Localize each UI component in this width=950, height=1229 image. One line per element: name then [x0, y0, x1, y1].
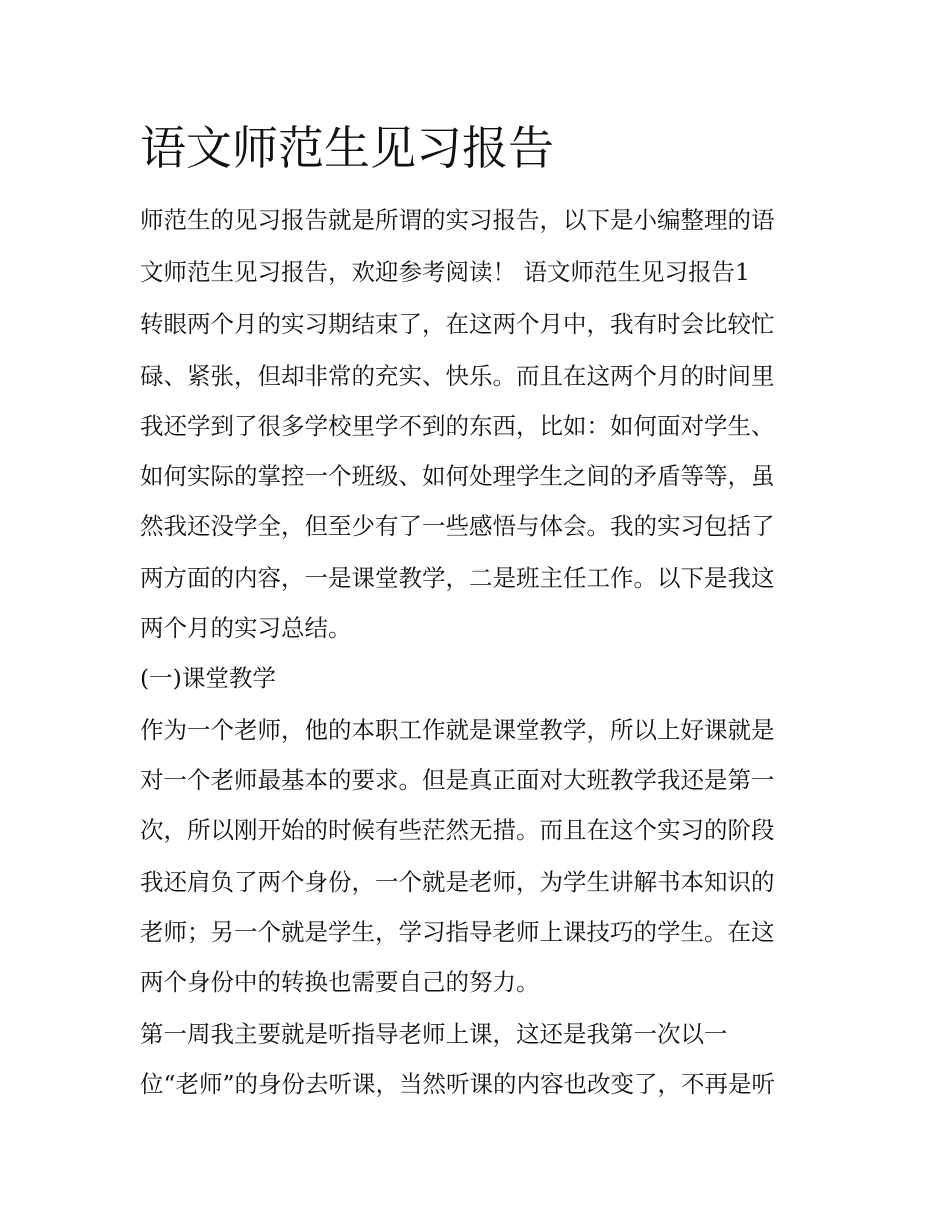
body-line: 师范生的见习报告就是所谓的实习报告，以下是小编整理的语	[140, 206, 775, 234]
body-line: 如何实际的掌控一个班级、如何处理学生之间的矛盾等等，虽	[140, 462, 775, 490]
body-line: 我还学到了很多学校里学不到的东西，比如：如何面对学生、	[140, 412, 775, 440]
section-heading: (一)课堂教学	[140, 664, 276, 692]
body-line: 作为一个老师，他的本职工作就是课堂教学，所以上好课就是	[140, 716, 775, 744]
body-line: 位“老师”的身份去听课，当然听课的内容也改变了，不再是听	[140, 1070, 776, 1098]
body-line: 文师范生见习报告，欢迎参考阅读！ 语文师范生见习报告1	[140, 258, 750, 286]
body-line: 碌、紧张，但却非常的充实、快乐。而且在这两个月的时间里	[140, 362, 775, 390]
body-line: 次，所以刚开始的时候有些茫然无措。而且在这个实习的阶段	[140, 816, 775, 844]
body-line: 两个身份中的转换也需要自己的努力。	[140, 968, 540, 996]
body-line: 然我还没学全，但至少有了一些感悟与体会。我的实习包括了	[140, 512, 775, 540]
document-title: 语文师范生见习报告	[140, 121, 554, 175]
body-line: 两个月的实习总结。	[140, 614, 352, 642]
body-line: 转眼两个月的实习期结束了，在这两个月中，我有时会比较忙	[140, 310, 775, 338]
body-line: 我还肩负了两个身份，一个就是老师，为学生讲解书本知识的	[140, 868, 775, 896]
body-line: 两方面的内容，一是课堂教学，二是班主任工作。以下是我这	[140, 564, 775, 592]
body-line: 老师；另一个就是学生，学习指导老师上课技巧的学生。在这	[140, 918, 775, 946]
body-line: 第一周我主要就是听指导老师上课，这还是我第一次以一	[140, 1020, 728, 1048]
body-line: 对一个老师最基本的要求。但是真正面对大班教学我还是第一	[140, 766, 775, 794]
